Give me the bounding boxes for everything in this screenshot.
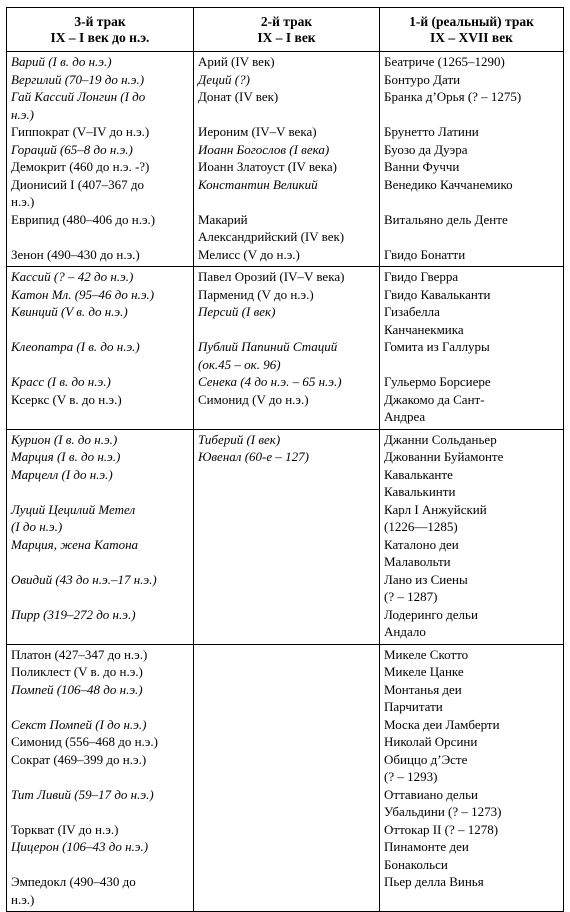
name-entry: (ок.45 – ок. 96) <box>198 356 281 372</box>
name-entry: Зенон (490–430 до н.э.) <box>11 246 140 262</box>
name-entry: Арий (IV век) <box>198 54 275 69</box>
name-entry <box>7 768 193 786</box>
name-entry: Клеопатра (I в. до н.э.) <box>11 339 140 354</box>
column-header-track-2 <box>194 8 380 52</box>
name-entry <box>380 106 563 124</box>
table-body <box>7 52 564 912</box>
column-header-track-3 <box>7 8 194 52</box>
track-2-cell <box>194 52 380 267</box>
name-entry: Карл I Анжуйский <box>384 501 487 517</box>
name-entry: Парчитати <box>384 699 443 714</box>
name-entry: Витальяно дель Денте <box>384 211 508 227</box>
comparison-table <box>6 7 564 912</box>
track-3-cell <box>7 52 194 267</box>
track-2-cell <box>194 644 380 912</box>
name-entry: Курион (I в. до н.э.) <box>11 431 118 447</box>
name-entry: Гораций (65–8 до н.э.) <box>11 141 133 157</box>
column-title: 1-й (реальный) трак <box>409 14 534 29</box>
name-entry: Беатриче (1265–1290) <box>384 54 505 69</box>
name-entry <box>7 483 193 501</box>
name-entry <box>7 321 193 339</box>
name-entry: Вергилий (70–19 до н.э.) <box>11 71 145 87</box>
name-entry: (I до н.э.) <box>11 519 63 534</box>
name-entry: Марцелл (I до н.э.) <box>11 466 113 482</box>
name-entry: Дионисий I (407–367 до <box>11 176 144 192</box>
name-entry: Монтанья деи <box>384 681 462 697</box>
name-entry: Оттокар II (? – 1278) <box>384 821 499 837</box>
name-entry: Ванни Фуччи <box>384 159 460 174</box>
track-3-cell <box>7 267 194 430</box>
name-entry: Гизабелла <box>384 304 440 319</box>
name-entry <box>194 106 379 124</box>
name-entry: Торкват (IV до н.э.) <box>11 821 119 837</box>
name-entry: Симонид (V до н.э.) <box>198 391 309 407</box>
name-entry: Гульермо Борсиере <box>384 374 491 389</box>
name-entry: Канчанекмика <box>384 321 464 337</box>
name-entry: Иероним (IV–V века) <box>198 124 317 139</box>
name-entry: Симонид (556–468 до н.э.) <box>11 734 158 749</box>
name-entry: Донат (IV век) <box>198 89 279 104</box>
name-entry: Микеле Цанке <box>384 664 464 679</box>
name-entry: Макарий <box>198 211 248 227</box>
name-entry: Иоанн Златоуст (IV века) <box>198 159 337 174</box>
track-2-cell <box>194 429 380 644</box>
name-entry: Гвидо Кавальканти <box>384 286 491 302</box>
name-entry: Пирр (319–272 до н.э.) <box>11 606 136 622</box>
name-entry: Венедико Каччанемико <box>384 176 513 192</box>
name-entry: Николай Орсини <box>384 734 478 749</box>
name-entry: Секст Помпей (I до н.э.) <box>11 716 147 732</box>
name-entry <box>380 193 563 211</box>
name-entry: Лано из Сиены <box>384 571 468 587</box>
name-entry: н.э.) <box>11 106 35 122</box>
name-entry <box>194 193 379 211</box>
name-entry: н.э.) <box>11 891 35 907</box>
name-entry: Квинций (V в. до н.э.) <box>11 304 128 319</box>
name-entry: Андреа <box>384 409 426 424</box>
name-entry: Поликлест (V в. до н.э.) <box>11 664 143 679</box>
name-entry: Гай Кассий Лонгин (I до <box>11 89 146 104</box>
name-entry: Джанни Сольданьер <box>384 431 497 447</box>
name-entry: Ксеркс (V в. до н.э.) <box>11 391 122 407</box>
track-2-cell <box>194 267 380 430</box>
name-entry: Обиццо д’Эсте <box>384 751 468 767</box>
name-entry: Лодеринго дельи <box>384 606 478 622</box>
name-entry: Малавольти <box>384 554 451 569</box>
column-subtitle: IX – I век <box>257 30 316 45</box>
name-entry: Персий (I век) <box>198 304 276 319</box>
column-subtitle: IX – XVII век <box>430 30 513 45</box>
name-entry: Помпей (106–48 до н.э.) <box>11 681 143 697</box>
name-entry: Бранка д’Орья (? – 1275) <box>384 89 522 104</box>
name-entry: Павел Орозий (IV–V века) <box>198 269 345 284</box>
name-entry: Деций (?) <box>198 71 250 87</box>
name-entry: Ювенал (60-е – 127) <box>198 449 309 464</box>
name-entry: Красс (I в. до н.э.) <box>11 374 111 389</box>
name-entry: Бонтуро Дати <box>384 71 461 87</box>
name-entry: Мелисс (V до н.э.) <box>198 246 300 262</box>
name-entry: Моска деи Ламберти <box>384 716 500 732</box>
name-entry: Еврипид (480–406 до н.э.) <box>11 211 156 227</box>
name-entry: Марция (I в. до н.э.) <box>11 449 121 464</box>
name-entry <box>7 588 193 606</box>
name-entry: Каталоно деи <box>384 536 459 552</box>
track-1-cell <box>380 429 564 644</box>
name-entry: Демокрит (460 до н.э. -?) <box>11 159 150 174</box>
name-entry: Варий (I в. до н.э.) <box>11 54 112 69</box>
track-3-cell <box>7 429 194 644</box>
name-entry: Луций Цецилий Метел <box>11 501 136 517</box>
name-entry: (1226—1285) <box>384 519 458 534</box>
name-entry: н.э.) <box>11 194 35 209</box>
name-entry <box>194 321 379 339</box>
name-entry: Тит Ливий (59–17 до н.э.) <box>11 786 154 802</box>
name-entry: Пинамонте деи <box>384 839 469 854</box>
name-entry: Микеле Скотто <box>384 646 469 662</box>
name-entry: Гвидо Бонатти <box>384 246 466 262</box>
name-entry: Кассий (? – 42 до н.э.) <box>11 269 134 284</box>
name-entry: Иоанн Богослов (I века) <box>198 141 330 157</box>
name-entry: Катон Мл. (95–46 до н.э.) <box>11 286 155 302</box>
name-entry <box>194 408 379 426</box>
name-entry <box>7 623 193 641</box>
name-entry: Кавальканте <box>384 466 453 482</box>
name-entry: Гомита из Галлуры <box>384 339 490 354</box>
track-1-cell <box>380 52 564 267</box>
name-entry: Александрийский (IV век) <box>198 229 345 244</box>
name-entry: Андало <box>384 624 426 639</box>
name-entry <box>7 356 193 374</box>
column-header-track-1 <box>380 8 564 52</box>
table-row <box>7 644 564 912</box>
column-title: 3-й трак <box>74 14 126 29</box>
name-entry <box>7 408 193 426</box>
column-title: 2-й трак <box>260 14 313 29</box>
name-entry <box>380 228 563 246</box>
track-1-cell <box>380 267 564 430</box>
name-entry: Овидий (43 до н.э.–17 н.э.) <box>11 571 157 587</box>
name-entry: Джакомо да Сант- <box>384 391 485 407</box>
name-entry <box>7 553 193 571</box>
name-entry: Платон (427–347 до н.э.) <box>11 646 148 662</box>
name-entry: Буозо да Дуэра <box>384 141 468 157</box>
track-1-cell <box>380 644 564 912</box>
name-entry <box>7 856 193 874</box>
name-entry: Гиппократ (V–IV до н.э.) <box>11 124 150 139</box>
name-entry: Гвидо Гверра <box>384 269 459 284</box>
name-entry <box>7 803 193 821</box>
column-subtitle: IX – I век до н.э. <box>50 30 150 45</box>
table-row <box>7 52 564 267</box>
track-3-cell <box>7 644 194 912</box>
name-entry: Брунетто Латини <box>384 124 479 139</box>
name-entry: Кавалькинти <box>384 484 456 499</box>
name-entry: (? – 1287) <box>384 589 438 604</box>
name-entry: Константин Великий <box>198 176 318 192</box>
header-row <box>7 8 564 52</box>
name-entry: Пьер делла Винья <box>384 874 484 889</box>
name-entry: Парменид (V до н.э.) <box>198 286 314 302</box>
name-entry: Марция, жена Катона <box>11 536 139 552</box>
name-entry: Сократ (469–399 до н.э.) <box>11 751 147 767</box>
name-entry: Тиберий (I век) <box>198 431 281 447</box>
name-entry <box>380 356 563 374</box>
name-entry: Джованни Буйамонте <box>384 449 504 464</box>
name-entry: Сенека (4 до н.э. – 65 н.э.) <box>198 374 342 389</box>
name-entry: Бонакольси <box>384 856 448 872</box>
name-entry: Эмпедокл (490–430 до <box>11 874 136 889</box>
table-row <box>7 267 564 430</box>
name-entry: Цицерон (106–43 до н.э.) <box>11 839 149 854</box>
name-entry <box>7 228 193 246</box>
name-entry: Убальдини (? – 1273) <box>384 804 502 819</box>
name-entry: (? – 1293) <box>384 769 438 784</box>
name-entry <box>7 698 193 716</box>
table-row <box>7 429 564 644</box>
name-entry: Оттавиано дельи <box>384 786 479 802</box>
name-entry: Публий Папиний Стаций <box>198 339 338 354</box>
